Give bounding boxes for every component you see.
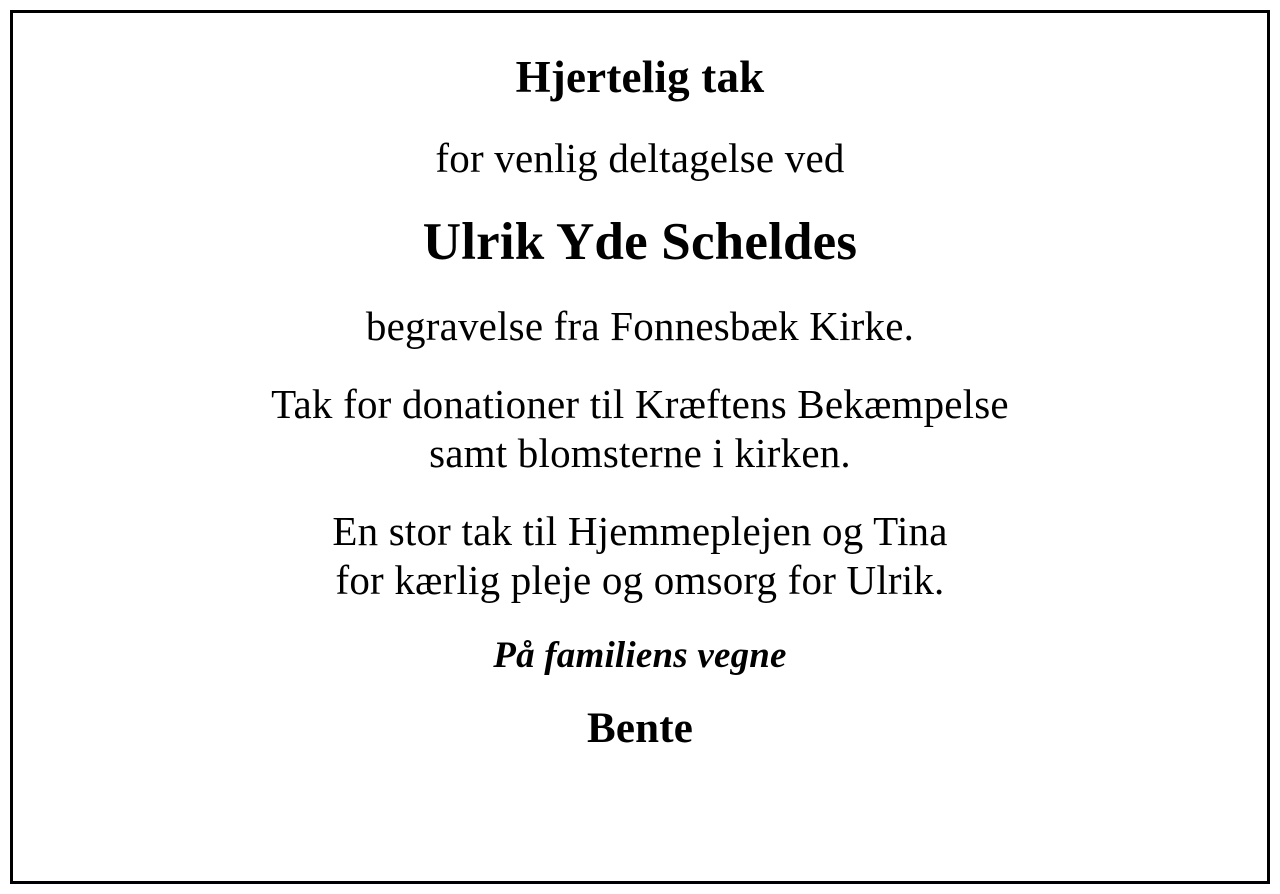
care-thanks xyxy=(13,507,1267,604)
ceremony-location: begravelse fra Fonnesbæk Kirke. xyxy=(365,303,915,349)
donation-thanks-line-1: Tak for donationer til Kræftens Bekæmpelse xyxy=(271,381,1009,428)
thank-you-notice xyxy=(13,13,1267,881)
deceased-name: Ulrik Yde Scheldes xyxy=(422,213,858,272)
notice-subline: for venlig deltagelse ved xyxy=(435,135,845,182)
donation-thanks-line-2: samt blomsterne i kirken. xyxy=(429,429,851,476)
care-thanks-line-1: En stor tak til Hjemmeplejen og Tina xyxy=(332,508,948,555)
on-behalf-of-text: På familiens vegne xyxy=(493,634,787,676)
notice-headline: Hjertelig tak xyxy=(515,52,765,102)
care-thanks-line-2: for kærlig pleje og omsorg for Ulrik. xyxy=(335,556,945,603)
donation-thanks xyxy=(13,380,1267,477)
signature-name: Bente xyxy=(586,704,694,752)
